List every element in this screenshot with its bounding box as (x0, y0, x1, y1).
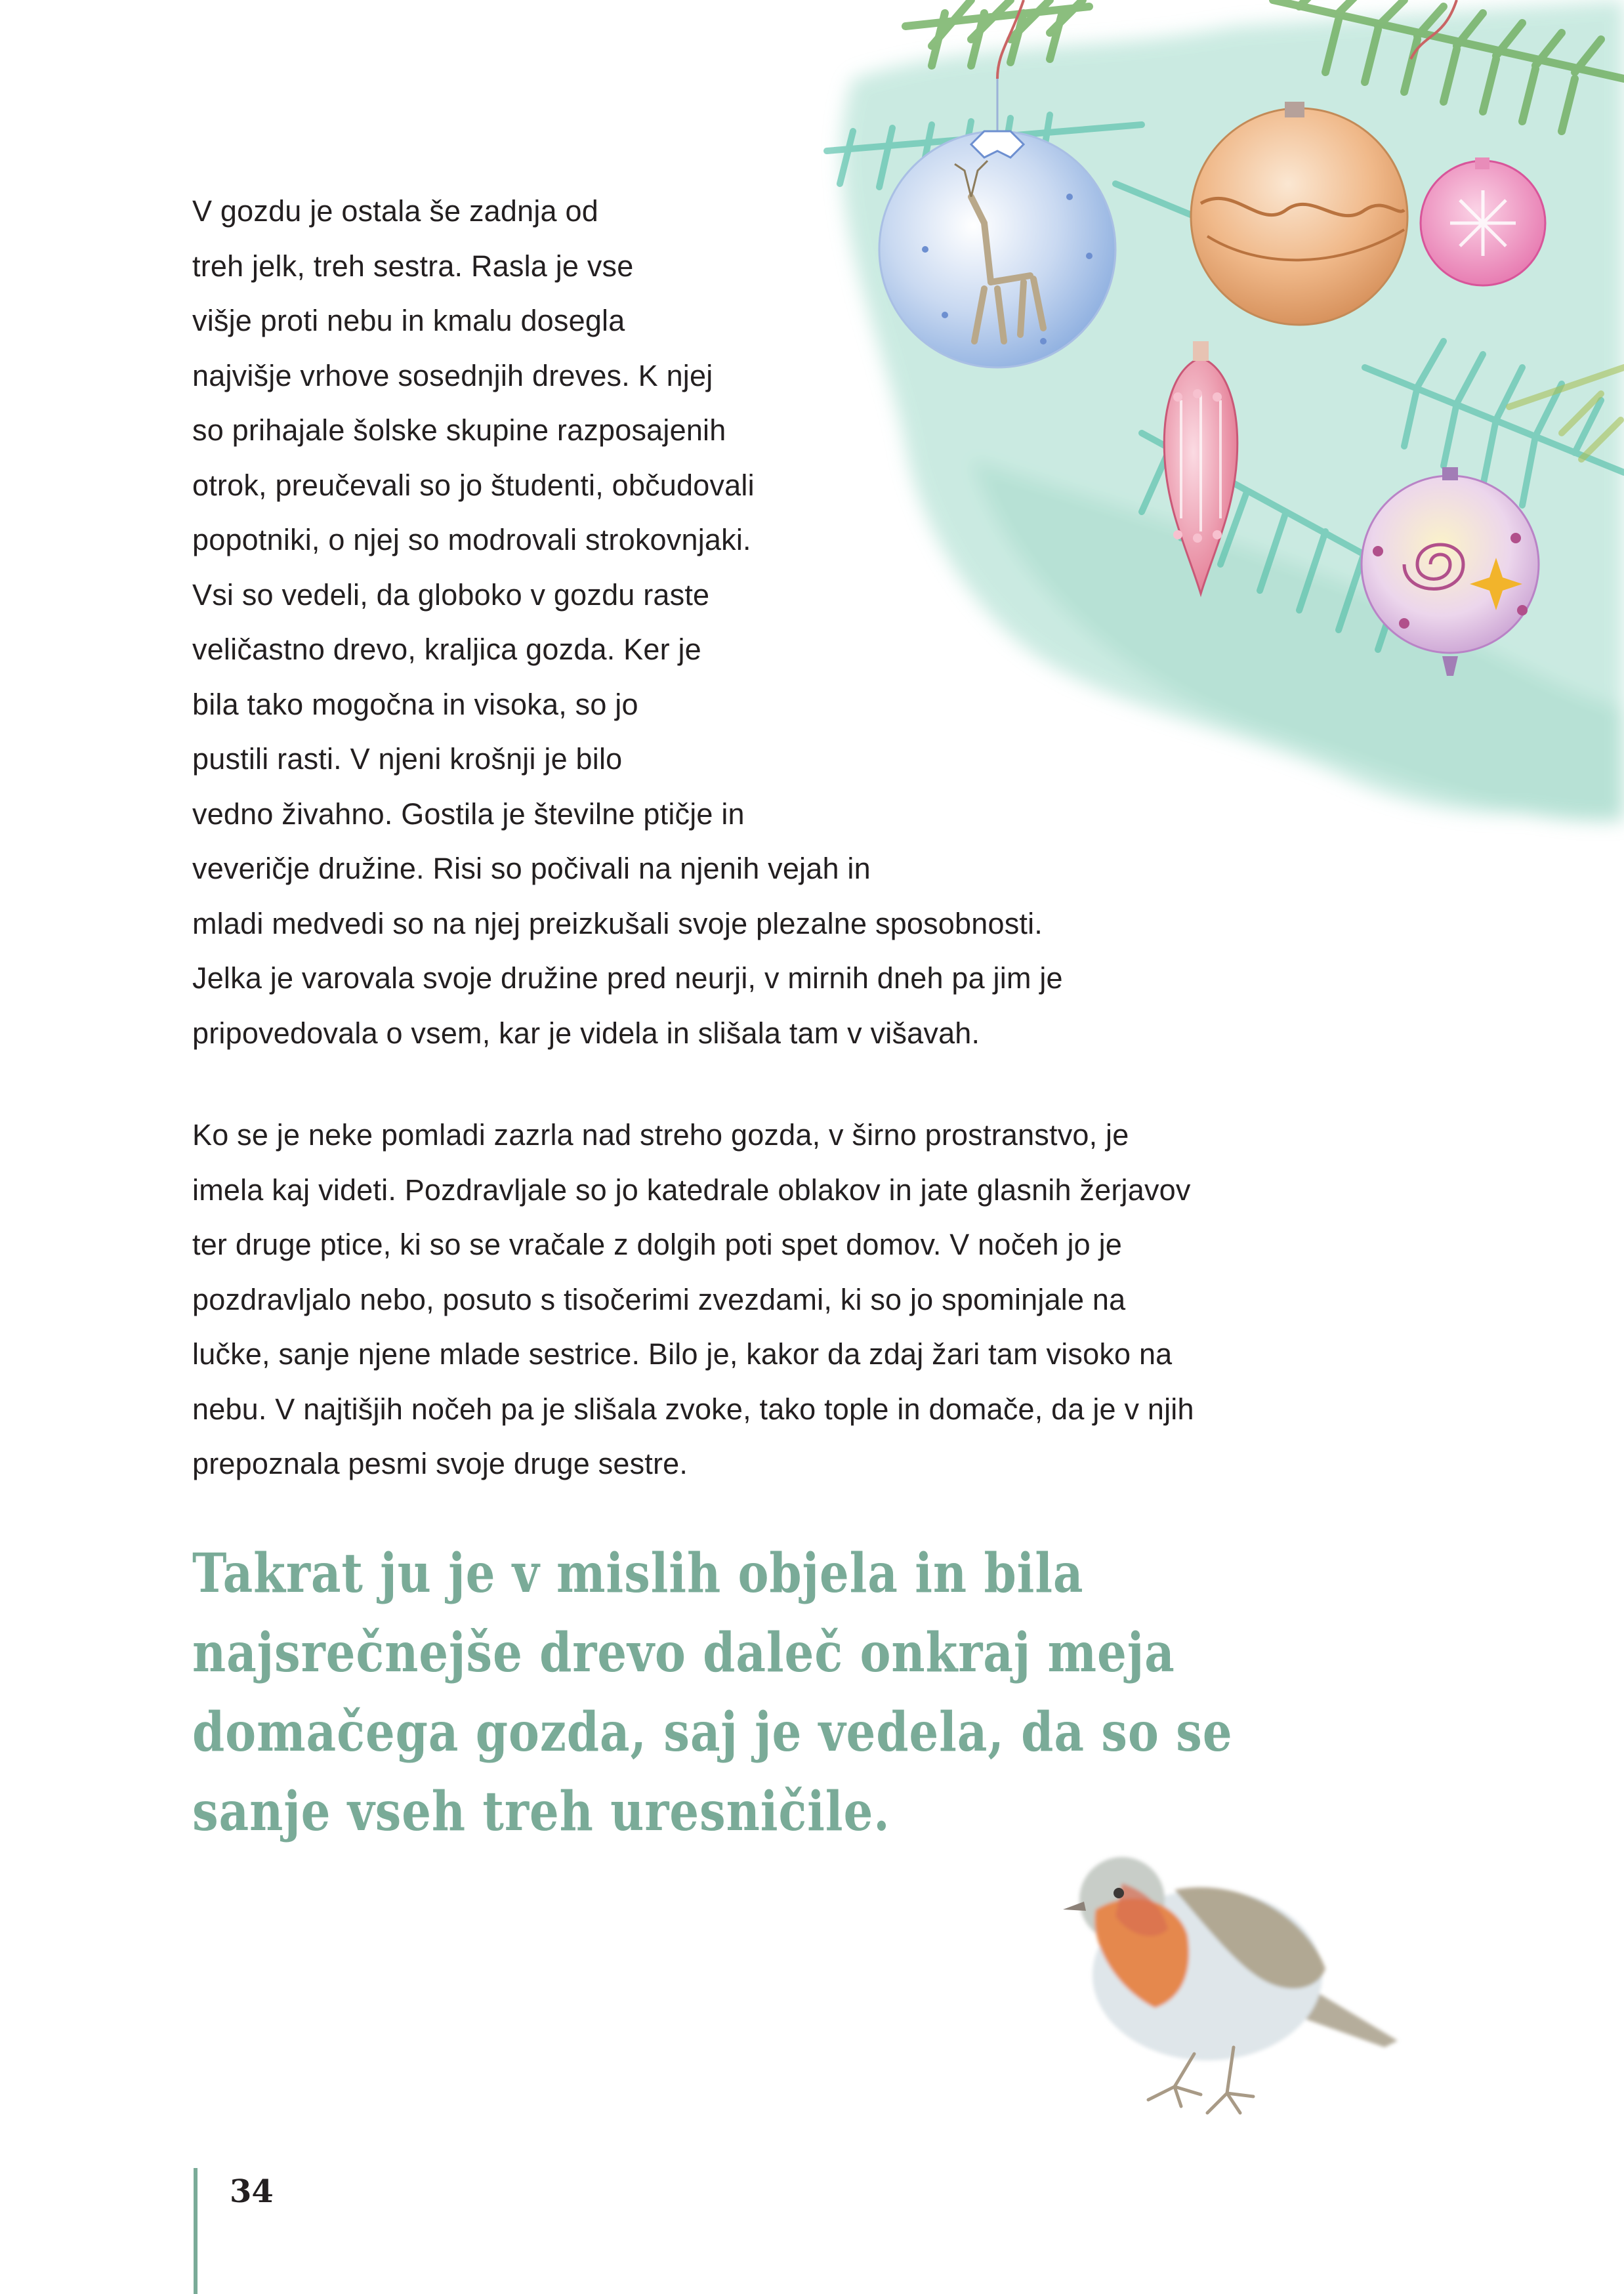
text-line: ter druge ptice, ki so se vračale z dolgih poti spet domov. V nočeh jo je (192, 1228, 1123, 1261)
text-line: Jelka je varovala svoje družine pred neurji, v mirnih dneh pa jim je (192, 961, 1063, 995)
text-line: so prihajale šolske skupine razposajenih (192, 413, 726, 447)
text-line: otrok, preučevali so jo študenti, občudovali (192, 468, 755, 502)
body-paragraph-1 (192, 184, 1063, 1060)
text-line: veličastno drevo, kraljica gozda. Ker je (192, 633, 701, 666)
body-paragraph-2 (192, 1108, 1194, 1491)
text-line: najvišje vrhove sosednjih dreves. K njej (192, 358, 713, 392)
page-rule-divider (194, 2168, 198, 2294)
closing-quote (192, 1534, 1232, 1852)
quote-line: Takrat ju je v mislih objela in bila (192, 1542, 1084, 1605)
text-line: prepoznala pesmi svoje druge sestre. (192, 1447, 688, 1480)
text-line: imela kaj videti. Pozdravljale so jo katedrale oblakov in jate glasnih žerjavov (192, 1173, 1191, 1207)
text-line: nebu. V najtišjih nočeh pa je slišala zvoke, tako tople in domače, da je v njih (192, 1392, 1194, 1426)
text-line: višje proti nebu in kmalu dosegla (192, 304, 625, 337)
quote-line: sanje vseh treh uresničile. (192, 1780, 890, 1843)
text-line: pustili rasti. V njeni krošnji je bilo (192, 742, 623, 776)
text-line: vedno živahno. Gostila je številne ptičje in (192, 797, 745, 831)
text-line: bila tako mogočna in visoka, so jo (192, 687, 638, 721)
text-line: V gozdu je ostala še zadnja od (192, 194, 598, 228)
text-line: mladi medvedi so na njej preizkušali svoje plezalne sposobnosti. (192, 906, 1043, 940)
text-line: Ko se je neke pomladi zazrla nad streho gozda, v širno prostranstvo, je (192, 1118, 1129, 1152)
text-line: pozdravljalo nebo, posuto s tisočerimi zvezdami, ki so jo spominjale na (192, 1282, 1126, 1316)
quote-line: domačega gozda, saj je vedela, da so se (192, 1701, 1233, 1764)
text-line: popotniki, o njej so modrovali strokovnjaki. (192, 523, 751, 556)
robin-illustration (1043, 1837, 1411, 2119)
quote-line: najsrečnejše drevo daleč onkraj meja (192, 1621, 1175, 1684)
text-line: Vsi so vedeli, da globoko v gozdu raste (192, 577, 710, 612)
text-line: pripovedovala o vsem, kar je videla in slišala tam v višavah. (192, 1016, 980, 1050)
text-line: treh jelk, treh sestra. Rasla je vse (192, 249, 634, 283)
text-line: lučke, sanje njene mlade sestrice. Bilo je, kakor da zdaj žari tam visoko na (192, 1337, 1173, 1371)
text-line: veveričje družine. Risi so počivali na njenih vejah in (192, 852, 871, 885)
page-number: 34 (230, 2173, 274, 2210)
